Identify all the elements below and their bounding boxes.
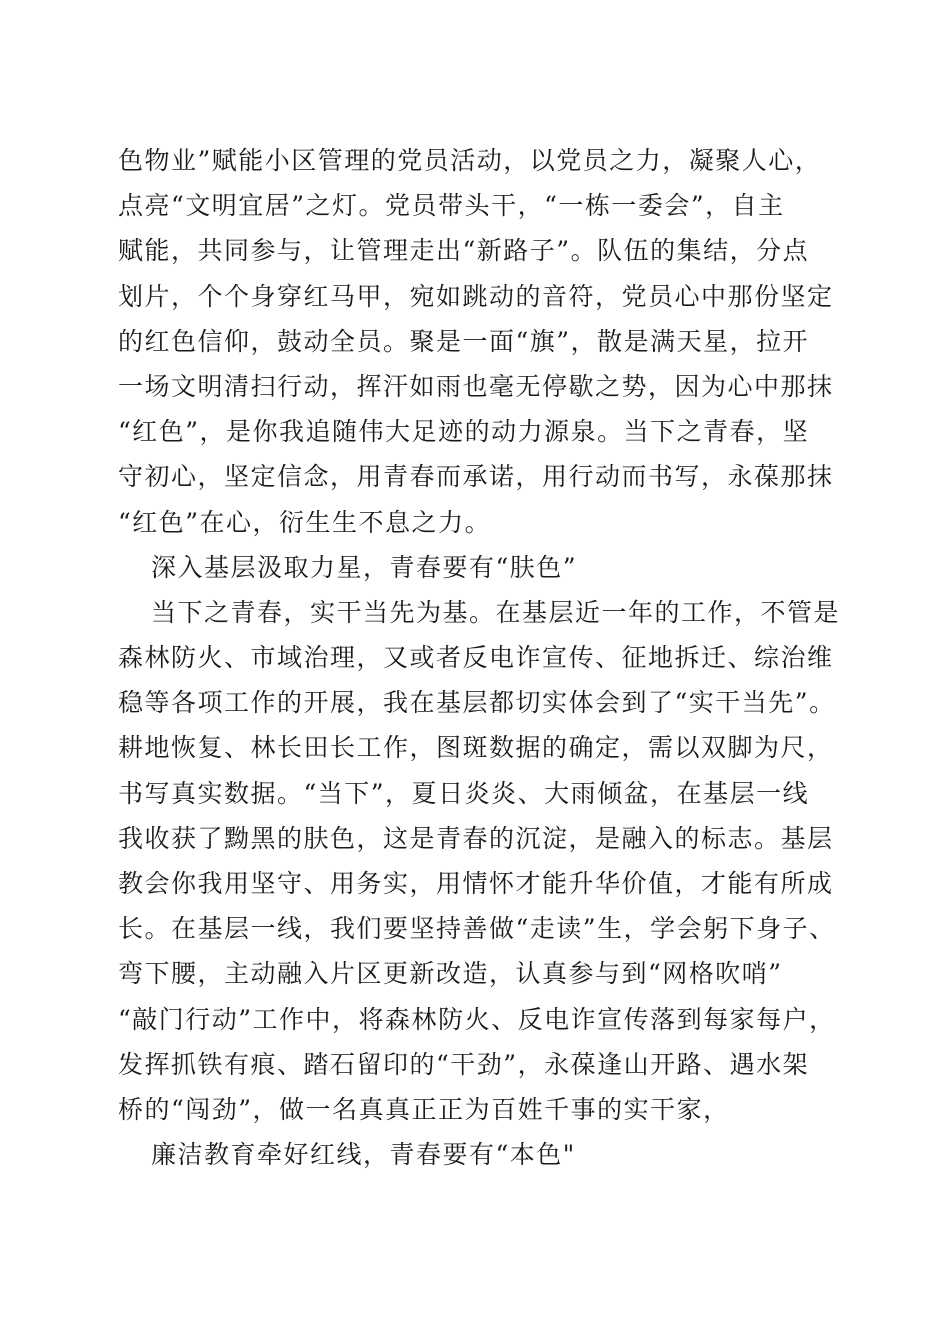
text-line: 守初心，坚定信念，用青春而承诺，用行动而书写，永葆那抹 [118, 462, 834, 492]
section-heading: 深入基层汲取力星，青春要有“肤色” [151, 552, 578, 582]
text-line: 桥的“闯劲”，做一名真真正正为百姓千事的实干家， [118, 1094, 730, 1124]
text-line: 色物业”赋能小区管理的党员活动，以党员之力，凝聚人心， [118, 146, 822, 175]
text-line: 弯下腰，主动融入片区更新改造，认真参与到“网格吹哨” [118, 959, 783, 989]
text-line: “红色”在心，衍生生不息之力。 [118, 507, 492, 537]
paragraph-first-line: 当下之青春，实干当先为基。在基层近一年的工作，不管是 [151, 597, 841, 627]
text-line: “红色”，是你我追随伟大足迹的动力源泉。当下之青春，坚 [118, 417, 810, 447]
text-line: “敲门行动”工作中，将森林防火、反电诈宣传落到每家每户， [118, 1004, 836, 1034]
section-heading: 廉洁教育牵好红线，青春要有“本色" [151, 1140, 576, 1170]
text-line: 森林防火、市域治理，又或者反电诈宣传、征地拆迁、综治维 [118, 643, 834, 673]
text-line: 的红色信仰，鼓动全员。聚是一面“旗”，散是满天星，拉开 [118, 326, 810, 356]
text-line: 一场文明清扫行动，挥汗如雨也毫无停歇之势，因为心中那抹 [118, 371, 834, 401]
text-line: 书写真实数据。“当下”，夏日炎炎、大雨倾盆，在基层一线 [118, 778, 810, 808]
text-line: 长。在基层一线，我们要坚持善做“走读”生，学会躬下身子、 [118, 914, 836, 944]
text-line: 教会你我用坚守、用务实，用情怀才能升华价值，才能有所成 [118, 869, 834, 898]
text-line: 我收获了黝黑的肤色，这是青春的沉淀，是融入的标志。基层 [118, 823, 834, 853]
text-line: 赋能，共同参与，让管理走出“新路子”。队伍的集结，分点 [118, 236, 810, 266]
text-line: 划片，个个身穿红马甲，宛如跳动的音符，党员心中那份坚定 [118, 281, 834, 311]
document-body [118, 138, 841, 1177]
text-line: 点亮“文明宜居”之灯。党员带头干，“一栋一委会”，自主 [118, 191, 785, 221]
text-line: 稳等各项工作的开展，我在基层都切实体会到了“实干当先”。 [118, 688, 836, 718]
text-line: 发挥抓铁有痕、踏石留印的“干劲”，永葆逢山开路、遇水架 [118, 1049, 810, 1079]
text-line: 耕地恢复、林长田长工作，图斑数据的确定，需以双脚为尺， [118, 733, 834, 763]
